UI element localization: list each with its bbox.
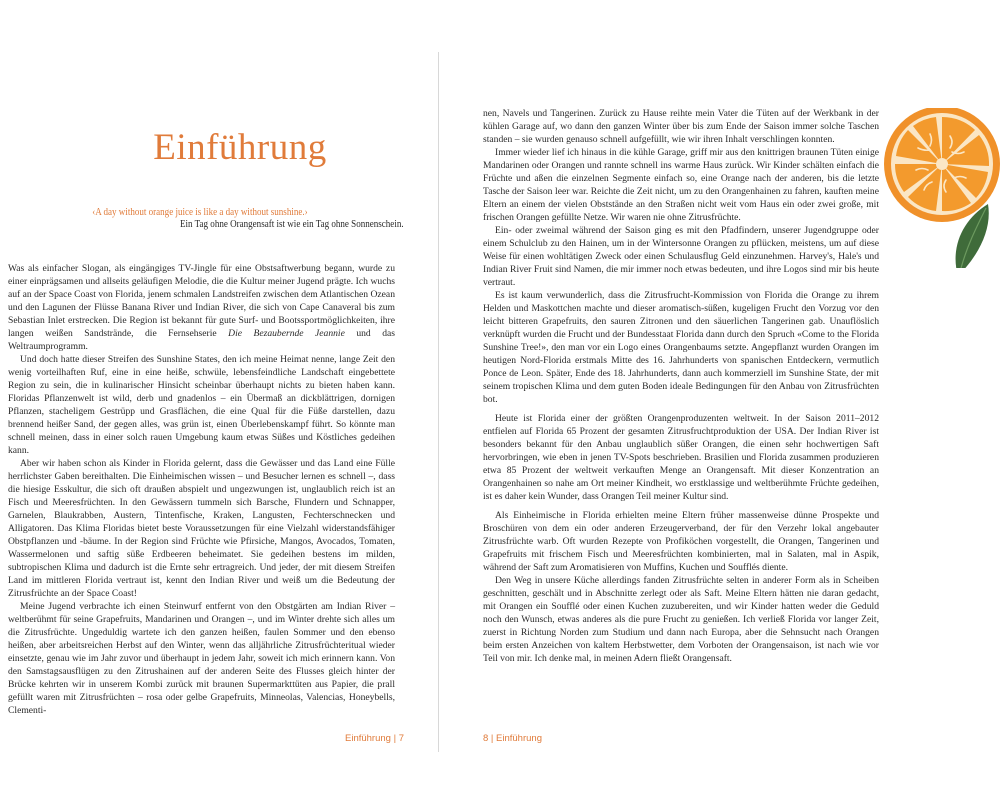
page-gutter: [438, 52, 439, 752]
paragraph: Ein- oder zweimal während der Saison ging es mit den Pfadfindern, unserer Jugendgruppe oder einem Schulclub zu den Hainen, um in der Wintersonne Orangen zu pflücken, meistens, um auf diese Weise für einen wohltätigen Zweck oder einen Schulausflug Geld einzunehmen. Harvey's, Hale's und Indian River Fruit sind Namen, die mir immer noch etwas bedeuten, und ihre Logos sind mir bis heute vertraut.: [483, 225, 879, 288]
paragraph: Als Einheimische in Florida erhielten meine Eltern früher massenweise dünne Prospekte und Broschüren von dem ein oder anderen Erzeugerverband, der für den Verzehr lokal angebauter Zitrusfrüchte warb. Oft wurden Rezepte von Profiköchen vorgestellt, die Orangen, Tangerinen und Grapefruits mit frischem Fisch und Meeresfrüchten kombinierten, mal in Salaten, mal in Aspik, während der Saft zum Aromatisieren von Muffins, Kuchen und Soufflés diente.: [483, 510, 879, 573]
page-number-right: 8 | Einführung: [483, 733, 542, 744]
left-body-text: [8, 262, 395, 717]
paragraph: Heute ist Florida einer der größten Orangenproduzenten weltweit. In der Saison 2011–2012 entfielen auf Florida 65 Prozent der gesamten Zitrusfruchtproduktion der USA. Der Indian River ist besonders bekannt für den Anbau unglaublich süßer Orangen, die einen sehr hochwertigen Saft hervorbringen, wie eben in jenen TV-Spots beschrieben. Brasilien und Florida zusammen produzieren etwa 85 Prozent der weltweit verkauften Menge an Orangensaft. Mit dieser Konzentration an Orangenhainen so nahe am Ort meiner Kindheit, wo erstklassige und weltberühmte Früchte gedeihen, ist es daher kein Wunder, dass Orangen Teil meiner Kultur sind.: [483, 413, 879, 502]
epigraph-english: ‹A day without orange juice is like a day without sunshine.›: [92, 207, 308, 218]
chapter-title: Einführung: [153, 127, 327, 168]
orange-slice-icon: [880, 108, 1000, 268]
paragraph: Und doch hatte dieser Streifen des Sunshine States, den ich meine Heimat nenne, lange Zeit den wenig vorteilhaften Ruf, eine in eine heiße, schwüle, lebensfeindliche Landschaft eingebettete Region zu sein, die in kulinarischer Hinsicht scheinbar überhaupt nichts zu bieten haben kann. Floridas Pflanzenwelt ist wild, derb und gnadenlos – ein Übermaß an dickblättrigen, dornigen Pflanzen, stacheligem Gestrüpp und Grasflächen, die eine Qual für die Füße darstellen, dazu brennend heißer Sand, der gegen alles, was grün ist, einen Überlebenskampf führt. So könnte man schnell meinen, dass in einer solch rauen Umgebung kaum etwas Süßes und Köstliches gedeihen kann.: [8, 354, 395, 456]
tv-series-title: Die Bezaubernde Jeannie: [228, 328, 345, 339]
paragraph: Es ist kaum verwunderlich, dass die Zitrusfrucht-Kommission von Florida die Orange zu ihrem Helden und Maskottchen machte und dieser aromatisch-süßen, kugeligen Frucht den Vorzug vor den leicht bitteren Grapefruits, den sauren Zitronen und den säuerlichen Tangerinen gab. Unauflöslich verknüpft wurden die Frucht und der Bundesstaat Florida dann durch den Spruch «Come to the Florida Sunshine Tree!», den man vor ein Logo eines Orangenbaums setzte. Angepflanzt wurden Orangen im heutigen Nord-Florida erstmals Mitte des 16. Jahrhunderts von spanischen Entdeckern, vermutlich Ponce de Leon. Später, Ende des 18. Jahrhunderts, dann auch kommerziell im Sunshine State, der mit seinem tropischen Klima und dem guten Boden ideale Bedingungen für den Anbau von Zitrusfrüchten bot.: [483, 290, 879, 405]
paragraph: Was als einfacher Slogan, als eingängiges TV-Jingle für eine Obstsaftwerbung begann, wurde zu einer einprägsamen und allseits geläufigen Melodie, die die Kultur meiner Jugend prägte. Ich wuchs auf an der Space Coast von Florida, jenem schmalen Landstreifen zwischen dem Atlantischen Ozean und den Lagunen der Flüsse Banana River und Indian River, die sich von Cape Canaveral bis zum Sebastian Inlet erstrecken. Die Region ist bekannt für gute Surf- und Bootssportmöglichkeiten, ihre langen weißen Sandstrände, die Fernsehserie Die Bezaubernde Jeannie und das Weltraumprogramm.: [8, 263, 395, 352]
left-page: [0, 0, 438, 800]
paragraph: nen, Navels und Tangerinen. Zurück zu Hause reihte mein Vater die Tüten auf der Werkbank in der kühlen Garage auf, wo dann den ganzen Winter über bis zum Ende der Saison immer solche Taschen standen – sie wurden genauso schnell aufgefüllt, wie wir ihren Inhalt verschlingen konnten.: [483, 108, 879, 145]
paragraph: Den Weg in unsere Küche allerdings fanden Zitrusfrüchte selten in anderer Form als in Scheiben geschnitten, geschält und in Abschnitte zerlegt oder als Saft. Meine Eltern hätten nie daran gedacht, mit Orangen ein Soufflé oder einen Kuchen zuzubereiten, und wir Kinder hatten weder die Geduld noch den Wunsch, etwas anderes als die pure Frucht zu genießen. Ich verließ Florida vor langer Zeit, zuerst in Richtung Norden zum Studium und dann nach Europa, aber die Sehnsucht nach Orangen beim ersten Anzeichen von kaltem Herbstwetter, dem Vorboten der Orangensaison, ist nach wie vor Teil von mir. Ich denke mal, in meinen Adern fließt Orangensaft.: [483, 575, 879, 664]
right-body-text: [483, 107, 879, 665]
epigraph-german: Ein Tag ohne Orangensaft ist wie ein Tag ohne Sonnenschein.: [180, 219, 404, 230]
paragraph: Aber wir haben schon als Kinder in Florida gelernt, dass die Gewässer und das Land eine Fülle herrlichster Gaben bereithalten. Die Einheimischen wissen – und Besucher lernen es schnell –, dass die hiesige Esskultur, die sich oft draußen abspielt und ungezwungen ist, unglaublich reich ist an Fisch und Meeresfrüchten. In den Gewässern tummeln sich Barsche, Flundern und Schnapper, Garnelen, Blaukrabben, Austern, Tintenfische, Kraken, Langusten, Fechterschnecken und Alligatoren. Das Klima Floridas bietet beste Voraussetzungen für eine Vielzahl widerstandsfähiger Obstpflanzen und -bäume. In der Region sind Früchte wie Pfirsiche, Mangos, Avocados, Tomaten, Wassermelonen und saftig süße Erdbeeren beheimatet. Sie gedeihen bestens im milden, subtropischen Klima und dadurch ist die Ernte sehr ertragreich. Und jeder, der mit diesem Streifen Land im mittleren Florida vertraut ist, kennt den Indian River und weiß um die Bedeutung der Zitrusfrüchte an der Space Coast!: [8, 458, 395, 599]
page-number-left: Einführung | 7: [345, 733, 404, 744]
paragraph: Immer wieder lief ich hinaus in die kühle Garage, griff mir aus den knittrigen braunen Tüten einige Mandarinen oder Orangen und rannte schnell ins warme Haus zurück. Wir Kinder schälten einfach die Früchte und aßen die einzelnen Segmente einfach so, eine Orange nach der anderen, bis die letzte Tasche der Saison leer war. Reichte die Zeit nicht, um zu den Orangenhainen zu fahren, kauften meine Eltern an einem der vielen Obststände an den Straßen nicht weit vom Haus ein oder zwei große, mit frischen Orangen gefüllte Netze. Wir waren nie ohne Zitrusfrüchte.: [483, 147, 879, 223]
paragraph: Meine Jugend verbrachte ich einen Steinwurf entfernt von den Obstgärten am Indian River – weltberühmt für seine Grapefruits, Mandarinen und Orangen –, und im Winter drehte sich alles um die Zitrusfrüchte. Ungeduldig wartete ich den ganzen heißen, faulen Sommer und den ebenso heißen, aber arbeitsreichen Herbst auf den Winter, wenn das alljährliche Zitrusfrüchteritual wieder einsetzte, genau wie im Jahr zuvor und überhaupt in jedem Jahr, soweit ich mich erinnern kann. Von den Samstagsausflügen zu den Zitrushainen auf der anderen Seite des Flusses gleich hinter der Brücke kehrten wir in unserem Kombi zurück mit braunen Supermarkttüten aus Papier, die prall gefüllt waren mit Zitrusfrüchten – rosa oder gelbe Grapefruits, Minneolas, Valencias, Honeybells, Clementi-: [8, 601, 395, 716]
